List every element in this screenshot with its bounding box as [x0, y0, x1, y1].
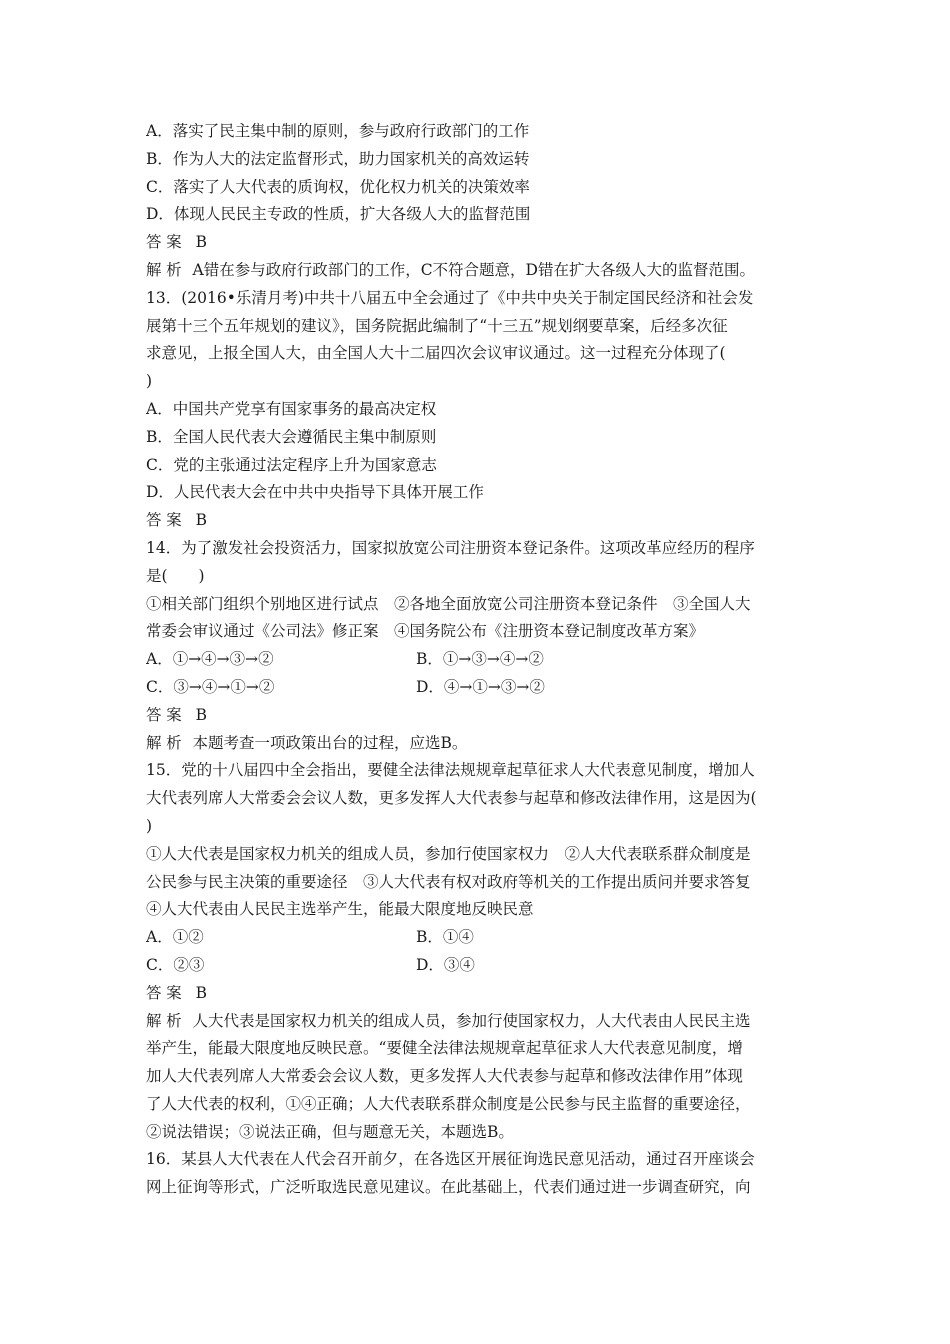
question-stem-line: 14．为了激发社会投资活力，国家拟放宽公司注册资本登记条件。这项改革应经历的程序: [146, 538, 755, 557]
question-stem-line: ): [146, 372, 153, 391]
answer-label: 答案: [146, 511, 187, 530]
option-d: D．④→①→③→②: [416, 677, 545, 696]
question-stem-line: ④人大代表由人民民主选举产生，能最大限度地反映民意: [146, 900, 534, 919]
analysis-label: 解析: [146, 1011, 187, 1030]
answer-value: B: [195, 511, 207, 530]
question-stem-line: 16．某县人大代表在人代会召开前夕，在各选区开展征询选民意见活动，通过召开座谈会: [146, 1150, 755, 1169]
options-row: [146, 952, 812, 980]
analysis-text: A错在参与政府行政部门的工作，C不符合题意，D错在扩大各级人大的监督范围。: [192, 260, 755, 279]
question-15: [146, 757, 812, 1146]
option-a: A．①②: [146, 928, 204, 947]
analysis-line: ②说法错误；③说法正确，但与题意无关，本题选B。: [146, 1122, 514, 1141]
document-body: [146, 118, 812, 1202]
question-stem-line: 公民参与民主决策的重要途径 ③人大代表有权对政府等机关的工作提出质问并要求答复: [146, 872, 751, 891]
answer-line: [146, 980, 812, 1008]
question-stem-line: 展第十三个五年规划的建议》，国务院据此编制了“十三五”规划纲要草案，后经多次征: [146, 316, 728, 335]
option-c: C．②③: [146, 955, 205, 974]
answer-value: B: [195, 983, 207, 1002]
question-stem-line: 15．党的十八届四中全会指出，要健全法律法规规章起草征求人大代表意见制度，增加人: [146, 761, 755, 780]
analysis-label: 解析: [146, 260, 187, 279]
option-b: B．全国人民代表大会遵循民主集中制原则: [146, 427, 437, 446]
question-stem-line: ): [146, 816, 153, 835]
answer-label: 答案: [146, 983, 187, 1002]
option-b: B．①→③→④→②: [416, 650, 544, 669]
question-stem-line: 求意见，上报全国人大，由全国人大十二届四次会议审议通过。这一过程充分体现了(: [146, 344, 726, 363]
question-stem-line: 是( ): [146, 566, 205, 585]
analysis-line: 了人大代表的权利，①④正确；人大代表联系群众制度是公民参与民主监督的重要途径，: [146, 1094, 751, 1113]
options-row: [146, 646, 812, 674]
option-a: A．中国共产党享有国家事务的最高决定权: [146, 399, 437, 418]
option-c: C．③→④→①→②: [146, 677, 275, 696]
question-stem-line: 大代表列席人大常委会会议人数，更多发挥人大代表参与起草和修改法律作用，这是因为(: [146, 789, 757, 808]
answer-line: [146, 507, 812, 535]
analysis-line: 举产生，能最大限度地反映民意。“要健全法律法规规章起草征求人大代表意见制度，增: [146, 1039, 743, 1058]
question-14: [146, 535, 812, 757]
answer-label: 答案: [146, 233, 187, 252]
analysis-label: 解析: [146, 733, 187, 752]
answer-value: B: [195, 705, 207, 724]
answer-line: [146, 702, 812, 730]
option-d: D．体现人民民主专政的性质，扩大各级人大的监督范围: [146, 205, 531, 224]
analysis-line: [146, 730, 812, 758]
question-stem-line: ①人大代表是国家权力机关的组成人员，参加行使国家权力 ②人大代表联系群众制度是: [146, 844, 751, 863]
question-stem-line: 网上征询等形式，广泛听取选民意见建议。在此基础上，代表们通过进一步调查研究，向: [146, 1178, 751, 1197]
option-b: B．作为人大的法定监督形式，助力国家机关的高效运转: [146, 149, 530, 168]
option-a: A．①→④→③→②: [146, 650, 274, 669]
analysis-line: [146, 1008, 812, 1036]
analysis-line: [146, 257, 812, 285]
option-c: C．党的主张通过法定程序上升为国家意志: [146, 455, 437, 474]
question-16: [146, 1146, 812, 1202]
option-b: B．①④: [416, 928, 474, 947]
question-13: [146, 285, 812, 535]
analysis-text: 本题考查一项政策出台的过程，应选B。: [192, 733, 468, 752]
question-stem-line: 13．(2016•乐清月考)中共十八届五中全会通过了《中共中央关于制定国民经济和社会发: [146, 288, 754, 307]
answer-label: 答案: [146, 705, 187, 724]
analysis-line: 加人大代表列席人大常委会会议人数，更多发挥人大代表参与起草和修改法律作用”体现: [146, 1067, 743, 1086]
option-d: D．③④: [416, 955, 475, 974]
option-d: D．人民代表大会在中共中央指导下具体开展工作: [146, 483, 484, 502]
options-row: [146, 674, 812, 702]
question-12: [146, 118, 812, 285]
question-stem-line: ①相关部门组织个别地区进行试点 ②各地全面放宽公司注册资本登记条件 ③全国人大: [146, 594, 751, 613]
question-stem-line: 常委会审议通过《公司法》修正案 ④国务院公布《注册资本登记制度改革方案》: [146, 622, 705, 641]
option-a: A．落实了民主集中制的原则，参与政府行政部门的工作: [146, 122, 530, 140]
answer-value: B: [195, 233, 207, 252]
analysis-text: 人大代表是国家权力机关的组成人员，参加行使国家权力，人大代表由人民民主选: [192, 1011, 751, 1030]
option-c: C．落实了人大代表的质询权，优化权力机关的决策效率: [146, 177, 530, 196]
answer-line: [146, 229, 812, 257]
options-row: [146, 924, 812, 952]
